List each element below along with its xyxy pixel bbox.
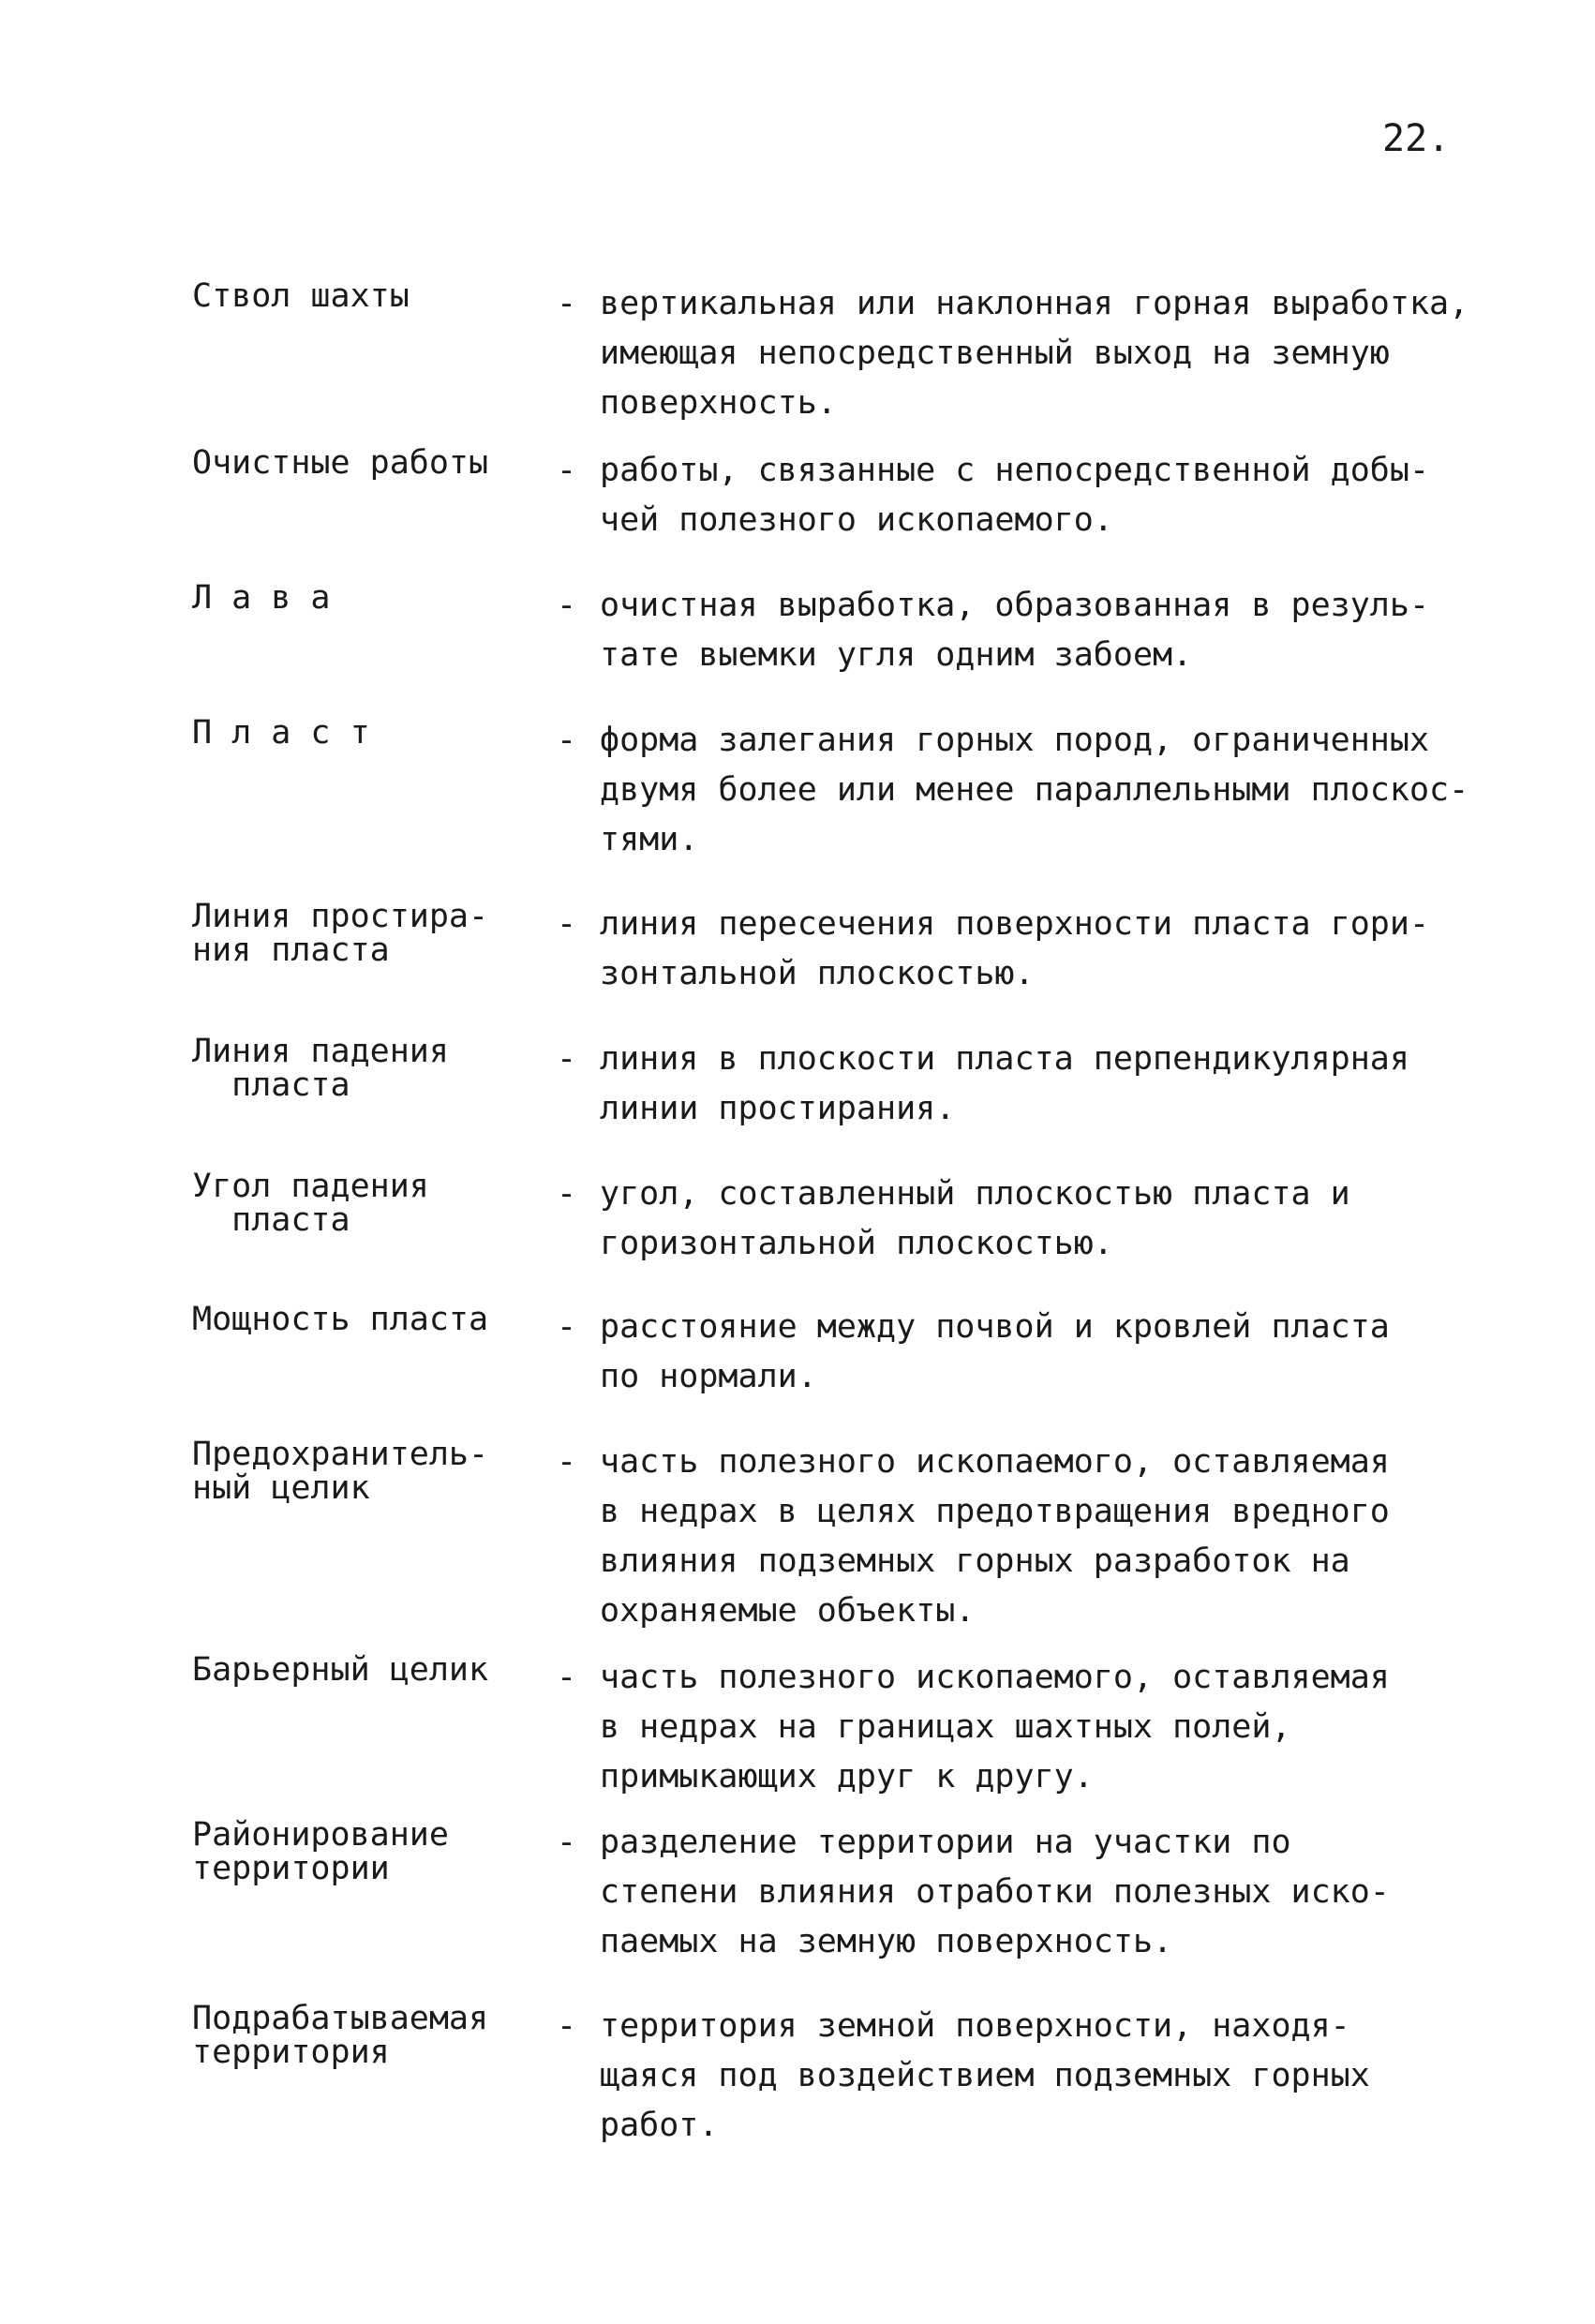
- glossary-definition: [600, 1653, 1537, 1802]
- definition-line: влияния подземных горных разработок на: [600, 1542, 1350, 1580]
- glossary-definition: [600, 581, 1537, 680]
- definition-line: разделение территории на участки по: [600, 1824, 1291, 1861]
- glossary-entry: [0, 444, 1595, 539]
- definition-line: линии простирания.: [600, 1090, 956, 1127]
- definition-line: тями.: [600, 821, 699, 858]
- glossary-definition: [600, 1438, 1537, 1636]
- definition-line: примыкающих друг к другу.: [600, 1758, 1094, 1795]
- entry-dash: -: [557, 587, 577, 624]
- definition-line: в недрах в целях предотвращения вредного: [600, 1493, 1390, 1530]
- glossary-entry: [0, 714, 1595, 858]
- glossary-definition: [600, 2002, 1537, 2151]
- glossary-definition: [600, 1818, 1537, 1967]
- definition-line: тате выемки угля одним забоем.: [600, 636, 1193, 674]
- definition-line: поверхность.: [600, 384, 837, 422]
- glossary-term: Очистные работы: [192, 444, 489, 482]
- glossary-term: Л а в а: [192, 579, 331, 617]
- glossary-definition: [600, 716, 1537, 865]
- glossary-definition: [600, 1035, 1537, 1134]
- definition-line: часть полезного ископаемого, оставляемая: [600, 1443, 1390, 1481]
- glossary-definition: [600, 1303, 1537, 1402]
- glossary-term: Мощность пласта: [192, 1301, 489, 1338]
- entry-dash: -: [557, 2007, 577, 2045]
- glossary-definition: [600, 1169, 1537, 1269]
- glossary-entry: [0, 1168, 1595, 1262]
- definition-line: вертикальная или наклонная горная выработка,: [600, 285, 1469, 322]
- glossary-term: Угол падения пласта: [192, 1168, 429, 1239]
- glossary-entry: [0, 277, 1595, 422]
- entry-dash: -: [557, 1308, 577, 1346]
- glossary-definition: [600, 900, 1537, 999]
- definition-line: территория земной поверхности, находя-: [600, 2007, 1350, 2045]
- entry-dash: -: [557, 905, 577, 943]
- glossary-entry: [0, 2000, 1595, 2144]
- definition-line: паемых на земную поверхность.: [600, 1923, 1173, 1960]
- definition-line: линия пересечения поверхности пласта гори-: [600, 905, 1430, 943]
- entry-dash: -: [557, 1175, 577, 1213]
- glossary-term: Предохранитель- ный целик: [192, 1436, 489, 1507]
- definition-line: охраняемые объекты.: [600, 1592, 976, 1630]
- definition-line: работы, связанные с непосредственной добы-: [600, 452, 1430, 489]
- definition-line: чей полезного ископаемого.: [600, 501, 1113, 539]
- entry-dash: -: [557, 722, 577, 759]
- definition-line: зонтальной плоскостью.: [600, 955, 1035, 992]
- entry-dash: -: [557, 1824, 577, 1861]
- glossary-definition: [600, 279, 1537, 428]
- glossary-entry: [0, 1816, 1595, 1960]
- definition-line: работ.: [600, 2107, 719, 2144]
- glossary-term: Подрабатываемая территория: [192, 2000, 489, 2071]
- glossary-definition: [600, 446, 1537, 545]
- definition-line: форма залегания горных пород, ограниченных: [600, 722, 1430, 759]
- glossary-term: П л а с т: [192, 714, 370, 752]
- glossary-entry: [0, 1651, 1595, 1795]
- glossary-entry: [0, 579, 1595, 674]
- definition-line: двумя более или менее параллельными плоскос-: [600, 771, 1469, 809]
- definition-line: часть полезного ископаемого, оставляемая: [600, 1659, 1390, 1696]
- definition-line: в недрах на границах шахтных полей,: [600, 1708, 1291, 1746]
- definition-line: расстояние между почвой и кровлей пласта: [600, 1308, 1390, 1346]
- definition-line: степени влияния отработки полезных иско-: [600, 1873, 1390, 1911]
- definition-line: угол, составленный плоскостью пласта и: [600, 1175, 1350, 1213]
- glossary-entry: [0, 1301, 1595, 1395]
- entry-dash: -: [557, 285, 577, 322]
- glossary-term: Линия простира- ния пласта: [192, 898, 489, 969]
- definition-line: имеющая непосредственный выход на земную: [600, 335, 1390, 372]
- definition-line: очистная выработка, образованная в резуль-: [600, 587, 1430, 624]
- glossary-term: Линия падения пласта: [192, 1033, 449, 1104]
- entry-dash: -: [557, 1659, 577, 1696]
- definition-line: линия в плоскости пласта перпендикулярная: [600, 1040, 1409, 1078]
- glossary-entry: [0, 898, 1595, 992]
- definition-line: по нормали.: [600, 1358, 817, 1395]
- glossary-term: Районирование территории: [192, 1816, 449, 1887]
- page-number: 22.: [1382, 117, 1451, 160]
- glossary-term: Ствол шахты: [192, 277, 410, 315]
- entry-dash: -: [557, 452, 577, 489]
- definition-line: горизонтальной плоскостью.: [600, 1225, 1113, 1262]
- entry-dash: -: [557, 1443, 577, 1481]
- entry-dash: -: [557, 1040, 577, 1078]
- definition-line: щаяся под воздействием подземных горных: [600, 2057, 1370, 2094]
- glossary-term: Барьерный целик: [192, 1651, 489, 1689]
